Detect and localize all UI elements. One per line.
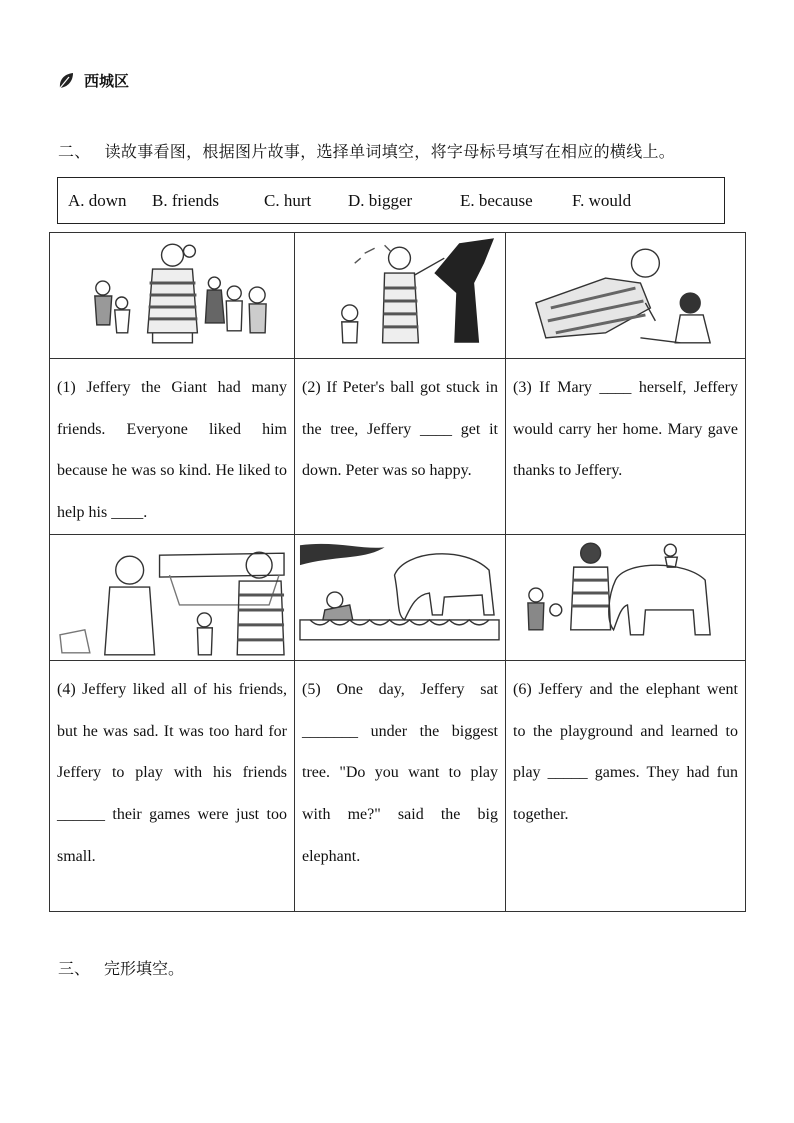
giant-helping-girl-illustration: [506, 233, 745, 358]
story-text-4: (4) Jeffery liked all of his friends, but he was sad. It was too hard for Jeffery to play with his friends ______ their games were just too small.: [57, 680, 287, 865]
elephant-under-tree-illustration: [295, 535, 505, 660]
story-text-cell-1: [50, 359, 295, 535]
section-2-heading: [58, 139, 675, 162]
leaf-icon: [58, 72, 74, 90]
story-image-1: [50, 233, 295, 359]
story-text-cell-3: [506, 359, 746, 535]
story-image-4: [50, 534, 295, 660]
story-text-cell-6: [506, 660, 746, 911]
story-text-5: (5) One day, Jeffery sat _______ under the biggest tree. "Do you want to play with me?" said the big elephant.: [302, 680, 498, 865]
section-3-number: 三、: [58, 959, 91, 978]
word-option: A. down: [68, 190, 127, 210]
word-option: B. friends: [152, 190, 220, 210]
district-name: 西城区: [84, 72, 130, 90]
story-text-cell-5: [295, 660, 506, 911]
story-text-3: (3) If Mary ____ herself, Jeffery would carry her home. Mary gave thanks to Jeffery.: [513, 379, 738, 480]
story-text-cell-4: [50, 660, 295, 911]
section-2-instruction: 读故事看图，根据图片故事，选择单词填空，将字母标号填写在相应的横线上。: [104, 142, 676, 161]
giant-watching-friends-play-illustration: [50, 535, 294, 660]
section-3-heading: [58, 956, 184, 979]
story-text-1: (1) Jeffery the Giant had many friends. Everyone liked him because he was so kind. He liked to help his ____.: [57, 379, 287, 522]
story-image-3: [506, 233, 746, 359]
word-option: F. would: [572, 190, 632, 210]
district-heading: [58, 70, 129, 91]
giant-and-elephant-playground-illustration: [506, 535, 745, 660]
story-text-6: (6) Jeffery and the elephant went to the playground and learned to play _____ games. They had fun together.: [513, 680, 738, 823]
story-text-2: (2) If Peter's ball got stuck in the tree, Jeffery ____ get it down. Peter was so happy.: [302, 379, 498, 480]
giant-with-children-illustration: [50, 233, 294, 358]
story-image-6: [506, 534, 746, 660]
word-option: E. because: [460, 190, 533, 210]
section-2-number: 二、: [58, 142, 91, 161]
giant-reaching-into-tree-illustration: [295, 233, 505, 358]
story-table: [49, 232, 746, 912]
story-image-2: [295, 233, 506, 359]
word-option: D. bigger: [348, 190, 413, 210]
story-text-cell-2: [295, 359, 506, 535]
word-bank: [57, 177, 725, 224]
story-image-5: [295, 534, 506, 660]
section-3-title: 完形填空。: [104, 959, 185, 978]
word-option: C. hurt: [264, 190, 312, 210]
